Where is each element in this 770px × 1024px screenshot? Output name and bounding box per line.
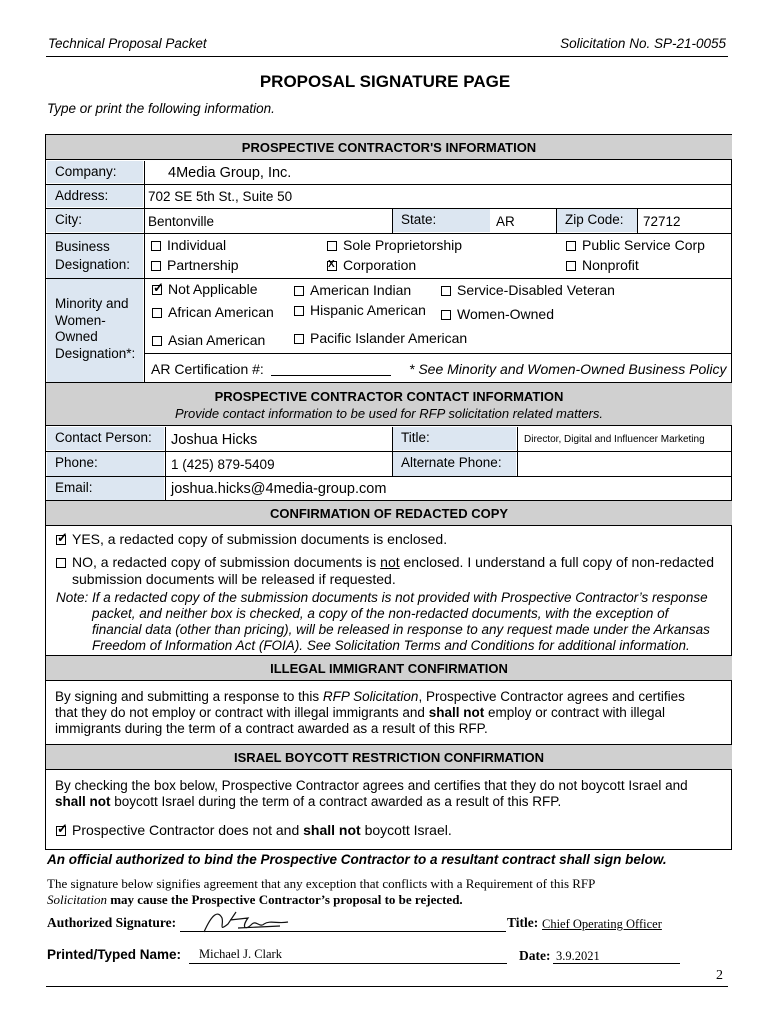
- authorized-signature-label: Authorized Signature:: [47, 915, 177, 930]
- option-label-bold: shall not: [303, 822, 361, 838]
- ar-certification-label: AR Certification #:: [151, 361, 264, 377]
- option-label: Nonprofit: [582, 257, 639, 273]
- text-run: By signing and submitting a response to this: [55, 689, 323, 704]
- agreement-line1: The signature below signifies agreement that any exception that conflicts with a Requirement of this RFP: [47, 876, 596, 891]
- row-rule: [46, 184, 732, 185]
- company-value[interactable]: 4Media Group, Inc.: [168, 165, 292, 181]
- text-run: that they do not employ or contract with illegal immigrants and: [55, 705, 429, 720]
- option-label: Public Service Corp: [582, 237, 705, 253]
- option-label: Asian American: [168, 332, 266, 348]
- minority-label-line2: Women-: [55, 312, 106, 328]
- minority-label-line3: Owned: [55, 329, 98, 344]
- business-label-line1: Business: [55, 239, 110, 254]
- section-heading: PROSPECTIVE CONTRACTOR'S INFORMATION: [241, 140, 537, 155]
- option-public-service-corp[interactable]: [566, 237, 705, 253]
- col-rule: [517, 427, 518, 477]
- section-redacted-copy: [46, 500, 732, 526]
- email-label: Email:: [47, 477, 164, 500]
- text-run-bold: shall not: [428, 705, 485, 720]
- checkbox-checked[interactable]: [327, 261, 337, 271]
- checkbox[interactable]: [152, 308, 162, 318]
- redacted-note-line4: Freedom of Information Act (FOIA). See Solicitation Terms and Conditions for additional information.: [92, 638, 690, 653]
- text-run: employ or contract with illegal: [484, 705, 666, 720]
- ar-certification-input[interactable]: [271, 375, 391, 376]
- option-label: Sole Proprietorship: [343, 237, 463, 253]
- checkbox[interactable]: [151, 241, 161, 251]
- option-nonprofit[interactable]: [566, 257, 639, 273]
- checkbox[interactable]: [151, 261, 161, 271]
- checkbox[interactable]: [294, 306, 304, 316]
- date-label: Date:: [519, 948, 551, 963]
- state-value[interactable]: AR: [496, 214, 515, 229]
- section-heading: ILLEGAL IMMIGRANT CONFIRMATION: [270, 661, 508, 676]
- printed-name-line[interactable]: [189, 963, 507, 964]
- option-pacific-islander-american[interactable]: [294, 330, 467, 346]
- checkbox[interactable]: [566, 241, 576, 251]
- section-contact-info: [46, 382, 732, 426]
- option-label: Prospective Contractor does not and: [72, 822, 304, 838]
- page-title: PROPOSAL SIGNATURE PAGE: [259, 72, 511, 91]
- illegal-line2: [55, 705, 665, 722]
- city-label: City:: [47, 209, 143, 232]
- col-rule: [392, 209, 393, 233]
- option-label: boycott Israel.: [360, 822, 452, 838]
- contact-title-label: Title:: [393, 427, 516, 450]
- official-statement: An official authorized to bind the Prospective Contractor to a resultant contract shall sign below.: [47, 852, 667, 867]
- header-right: Solicitation No. SP-21-0055: [560, 36, 726, 51]
- option-individual[interactable]: [151, 237, 226, 253]
- option-label: Not Applicable: [168, 281, 258, 297]
- header-left: Technical Proposal Packet: [48, 36, 207, 51]
- contact-person-value[interactable]: Joshua Hicks: [171, 432, 258, 448]
- row-rule: [46, 233, 732, 234]
- footer-rule: [46, 986, 728, 987]
- page-subtitle: Type or print the following information.: [47, 101, 275, 116]
- policy-note: * See Minority and Women-Owned Business Policy: [409, 361, 727, 377]
- checkbox-checked[interactable]: [56, 535, 66, 545]
- col-rule: [144, 161, 145, 382]
- option-label: Corporation: [343, 257, 417, 273]
- email-value[interactable]: joshua.hicks@4media-group.com: [171, 481, 387, 497]
- redacted-no-option[interactable]: [56, 554, 714, 571]
- date-value[interactable]: 3.9.2021: [556, 949, 600, 963]
- checkbox[interactable]: [294, 286, 304, 296]
- zip-value[interactable]: 72712: [643, 214, 681, 229]
- text-run: , Prospective Contractor agrees and certifies: [418, 689, 685, 704]
- redacted-note-line2: packet, and neither box is checked, a copy of the non-redacted documents, with the exception of: [92, 606, 669, 621]
- option-label: Hispanic American: [310, 302, 426, 318]
- alternate-phone-label: Alternate Phone:: [393, 452, 516, 476]
- contact-person-label: Contact Person:: [47, 427, 164, 450]
- option-hispanic-american[interactable]: [294, 302, 426, 318]
- section-subheading: Provide contact information to be used for RFP solicitation related matters.: [175, 406, 603, 421]
- address-label: Address:: [47, 185, 143, 207]
- signature-title-label: Title:: [507, 915, 539, 930]
- col-rule: [637, 209, 638, 233]
- minority-designation-label: [47, 279, 143, 382]
- redacted-no-continued: submission documents will be released if requested.: [72, 571, 396, 587]
- row-rule: [46, 278, 732, 279]
- phone-value[interactable]: 1 (425) 879-5409: [171, 457, 275, 472]
- option-african-american[interactable]: [152, 304, 274, 320]
- option-label: African American: [168, 304, 274, 320]
- option-label: Service-Disabled Veteran: [457, 282, 615, 298]
- checkbox[interactable]: [294, 334, 304, 344]
- checkbox[interactable]: [152, 336, 162, 346]
- option-label: NO, a redacted copy of submission documents is: [72, 554, 381, 570]
- option-service-disabled-veteran[interactable]: [441, 282, 615, 298]
- illegal-line3: immigrants during the term of a contract awarded as a result of this RFP.: [55, 721, 488, 736]
- section-heading: PROSPECTIVE CONTRACTOR CONTACT INFORMATION: [214, 389, 564, 404]
- business-designation-label: [47, 234, 143, 278]
- illegal-line1: [55, 689, 685, 706]
- section-israel-boycott: [46, 744, 732, 770]
- checkbox[interactable]: [327, 241, 337, 251]
- checkbox[interactable]: [441, 310, 451, 320]
- redacted-yes-option[interactable]: [56, 531, 447, 548]
- page-number: 2: [716, 968, 723, 983]
- row-rule: [145, 353, 732, 354]
- checkbox-checked[interactable]: [152, 285, 162, 295]
- redacted-note-line1: Note: If a redacted copy of the submission documents is not provided with Prospective Contractor’s response: [56, 590, 708, 605]
- israel-line1: By checking the box below, Prospective Contractor agrees and certifies that they do not boycott Israel and: [55, 778, 688, 793]
- section-contractor-info: [46, 134, 732, 160]
- col-rule: [165, 427, 166, 501]
- option-corporation[interactable]: [327, 257, 416, 273]
- signature-mark: [198, 906, 293, 936]
- header-rule: [46, 56, 728, 57]
- option-label: Women-Owned: [457, 306, 555, 322]
- option-label: Individual: [167, 237, 227, 253]
- option-label: Pacific Islander American: [310, 330, 468, 346]
- minority-label-line4: Designation*:: [55, 345, 136, 361]
- checkbox[interactable]: [56, 558, 66, 568]
- state-label: State:: [393, 209, 490, 232]
- israel-line2: [55, 794, 561, 811]
- printed-name-label: Printed/Typed Name:: [47, 947, 182, 962]
- israel-checkbox-option[interactable]: [56, 822, 452, 839]
- text-run-bold: may cause the Prospective Contractor’s proposal to be rejected.: [106, 892, 463, 907]
- option-asian-american[interactable]: [152, 332, 265, 348]
- text-run-italic: Solicitation: [47, 892, 107, 907]
- option-sole-proprietorship[interactable]: [327, 237, 462, 253]
- section-illegal-immigrant: [46, 655, 732, 681]
- option-label: Partnership: [167, 257, 239, 273]
- address-value[interactable]: 702 SE 5th St., Suite 50: [148, 189, 293, 204]
- text-run: boycott Israel during the term of a contract awarded as a result of this RFP.: [110, 794, 562, 809]
- checkbox[interactable]: [441, 286, 451, 296]
- zip-label: Zip Code:: [557, 209, 637, 232]
- col-rule: [392, 427, 393, 477]
- option-label: enclosed. I understand a full copy of non-redacted: [399, 554, 715, 570]
- option-partnership[interactable]: [151, 257, 239, 273]
- minority-label-line1: Minority and: [55, 296, 129, 311]
- option-label-underlined: not: [380, 554, 400, 570]
- checkbox[interactable]: [566, 261, 576, 271]
- option-american-indian[interactable]: [294, 282, 411, 298]
- contact-title-value[interactable]: Director, Digital and Influencer Marketing: [524, 434, 705, 445]
- printed-name-value[interactable]: Michael J. Clark: [199, 947, 282, 961]
- business-label-line2: Designation:: [55, 257, 131, 272]
- redacted-note-line3: financial data (other than pricing), will be released in response to any request made under the Arkansas: [92, 622, 710, 637]
- col-rule: [556, 209, 557, 233]
- phone-label: Phone:: [47, 452, 164, 476]
- signature-title-value[interactable]: Chief Operating Officer: [542, 917, 662, 931]
- section-heading: ISRAEL BOYCOTT RESTRICTION CONFIRMATION: [233, 750, 545, 765]
- city-value[interactable]: Bentonville: [148, 214, 215, 229]
- company-label: Company:: [47, 161, 143, 183]
- option-label: American Indian: [310, 282, 412, 298]
- section-heading: CONFIRMATION OF REDACTED COPY: [269, 506, 509, 521]
- option-label: YES, a redacted copy of submission documents is enclosed.: [72, 531, 448, 547]
- option-women-owned[interactable]: [441, 306, 554, 322]
- option-not-applicable[interactable]: [152, 281, 258, 297]
- text-run-bold: shall not: [55, 794, 111, 809]
- text-run-italic: RFP Solicitation: [322, 689, 419, 704]
- checkbox-checked[interactable]: [56, 826, 66, 836]
